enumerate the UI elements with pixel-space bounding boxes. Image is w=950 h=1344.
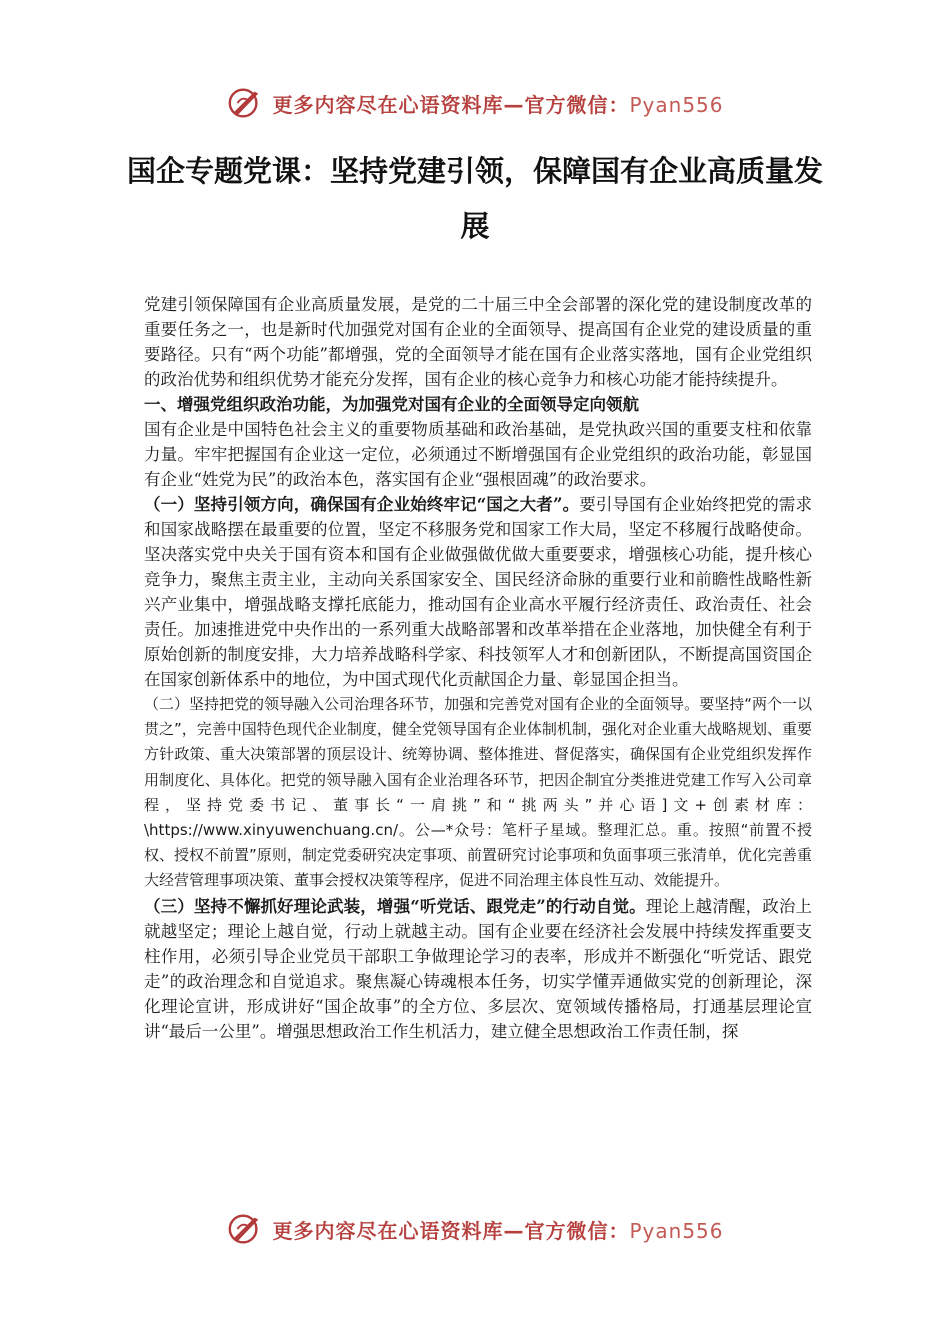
watermark-id: Pyan556 — [629, 92, 724, 117]
intro-paragraph: 党建引领保障国有企业高质量发展，是党的二十届三中全会部署的深化党的建设制度改革的重要任务之一，也是新时代加强党对国有企业的全面领导、提高国有企业党的建设质量的重要路径。只有“两个功能”都增强，党的全面领导才能在国有企业落实落地，国有企业党组织的政治优势和组织优势才能充分发挥，国有企业的核心竞争力和核心功能才能持续提升。 — [144, 295, 812, 389]
subsection-3 — [144, 894, 812, 1044]
subsection-3-lead: （三）坚持不懈抓好理论武装，增强“听党话、跟党走”的行动自觉。 — [144, 896, 646, 916]
watermark-bottom — [0, 1204, 950, 1254]
pen-logo-icon — [226, 84, 264, 122]
section-heading-1: 一、增强党组织政治功能，为加强党对国有企业的全面领导定向领航 — [144, 395, 639, 414]
section-1-paragraph: 国有企业是中国特色社会主义的重要物质基础和政治基础，是党执政兴国的重要支柱和依靠力量。牢牢把握国有企业这一定位，必须通过不断增强国有企业党组织的政治功能，彰显国有企业“姓党为民”的政治本色，落实国有企业“强根固魂”的政治要求。 — [144, 420, 812, 489]
watermark-text: 更多内容尽在心语资料库—官方微信： — [272, 1218, 630, 1243]
subsection-1-text: 要引导国有企业始终把党的需求和国家战略摆在最重要的位置，坚定不移服务党和国家工作大局，坚定不移履行战略使命。坚决落实党中央关于国有资本和国有企业做强做优做大重要要求，增强核心功能，提升核心竞争力，聚焦主责主业，主动向关系国家安全、国民经济命脉的重要行业和前瞻性战略性新兴产业集中，增强战略支撑托底能力，推动国有企业高水平履行经济责任、政治责任、社会责任。加速推进党中央作出的一系列重大战略部署和改革举措在企业落地，加快健全有利于原始创新的制度安排，大力培养战略科学家、科技领军人才和创新团队，不断提高国资国企在国家创新体系中的地位，为中国式现代化贡献国企力量、彰显国企担当。 — [144, 495, 813, 689]
subsection-2-lead: （二）坚持把党的领导融入公司治理各环节，加强和完善党对国有企业的全面领导。 — [144, 695, 700, 713]
subsection-2 — [144, 692, 812, 894]
document-body — [144, 292, 812, 1044]
watermark-top — [0, 78, 950, 128]
pen-logo-icon — [226, 1210, 264, 1248]
page-title: 国企专题党课：坚持党建引领，保障国有企业高质量发展 — [126, 154, 823, 243]
subsection-1-lead: （一）坚持引领方向，确保国有企业始终牢记“国之大者”。 — [144, 495, 580, 514]
subsection-1 — [144, 492, 812, 692]
watermark-id: Pyan556 — [629, 1218, 724, 1243]
subsection-3-text: 理论上越清醒，政治上就越坚定；理论上越自觉，行动上就越主动。国有企业要在经济社会发展中持续发挥重要支柱作用，必须引导企业党员干部职工争做理论学习的表率，形成并不断强化“听党话、跟党走”的政治理念和自觉追求。聚焦凝心铸魂根本任务，切实学懂弄通做实党的创新理论，深化理论宣讲，形成讲好“国企故事”的全方位、多层次、宽领域传播格局，打通基层理论宣讲“最后一公里”。增强思想政治工作生机活力，建立健全思想政治工作责任制，探 — [144, 896, 813, 1041]
subsection-2-text: 要坚持“两个一以贯之”，完善中国特色现代企业制度，健全党领导国有企业体制机制，强化对企业重大战略规划、重要方针政策、重大决策部署的顶层设计、统筹协调、整体推进、督促落实，确保国有企业党组织发挥作用制度化、具体化。把党的领导融入国有企业治理各环节，把因企制宜分类推进党建工作写入公司章程，坚持党委书记、董事长“一肩挑”和“挑两头”并心语]文+创素材库：\https://www.xinyuwenchuang.cn/。公—*众号：笔杆子星域。整理汇总。重。按照“前置不授权、授权不前置”原则，制定党委研究决定事项、前置研究讨论事项和负面事项三张清单，优化完善重大经营管理事项决策、董事会授权决策等程序，促进不同治理主体良性互动、效能提升。 — [144, 695, 812, 890]
watermark-text: 更多内容尽在心语资料库—官方微信： — [272, 92, 630, 117]
